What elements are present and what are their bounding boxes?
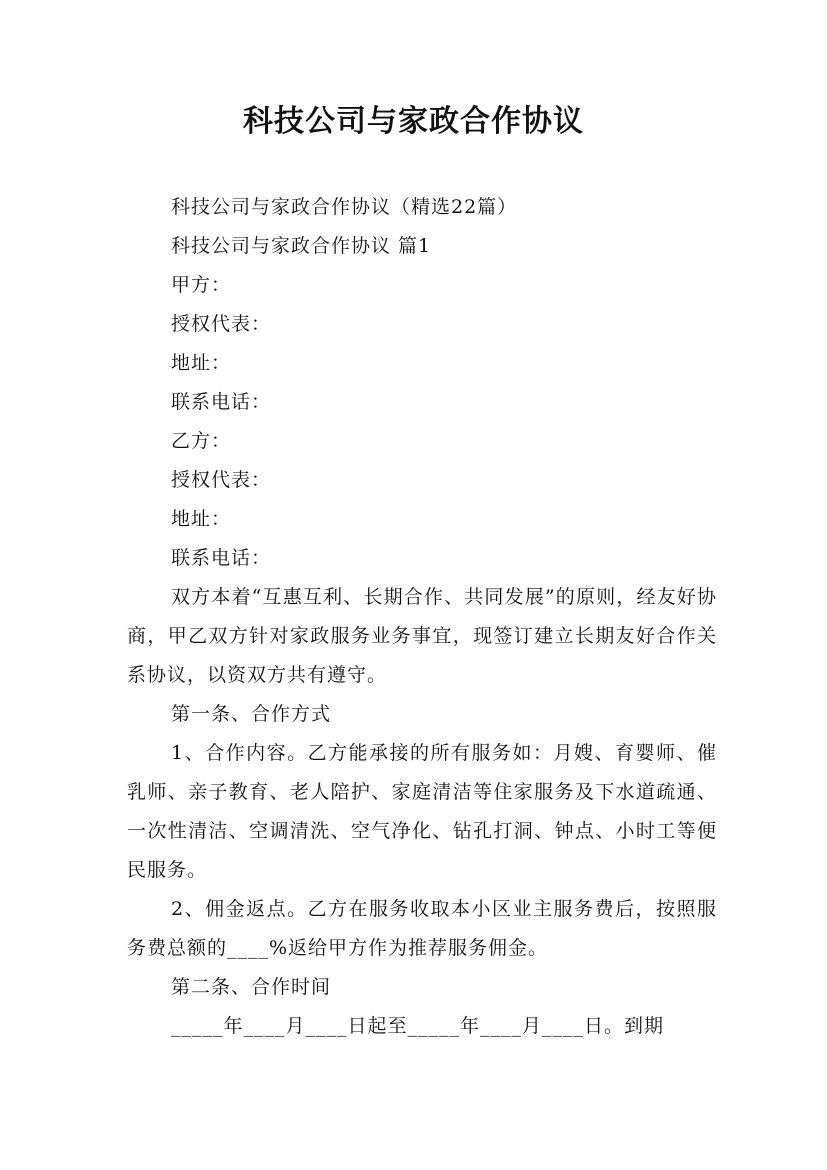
party-a-representative-label: 授权代表： <box>171 313 272 335</box>
party-b-label: 乙方： <box>171 430 232 452</box>
subtitle-line: 科技公司与家政合作协议（精选22篇） <box>171 196 518 218</box>
document-title: 科技公司与家政合作协议 <box>243 104 584 139</box>
document-body <box>127 188 717 1046</box>
party-a-phone-label: 联系电话： <box>171 391 272 413</box>
section-heading: 科技公司与家政合作协议 篇1 <box>171 235 432 257</box>
article-one-clause-2: 2、佣金返点。乙方在服务收取本小区业主服务费后，按照服务费总额的____%返给甲方作为推荐服务佣金。 <box>127 898 717 959</box>
article-one-clause-1: 1、合作内容。乙方能承接的所有服务如：月嫂、育婴师、催乳师、亲子教育、老人陪护、家庭清洁等住家服务及下水道疏通、一次性清洁、空调清洗、空气净化、钻孔打洞、钟点、小时工等便民服务。 <box>127 742 717 881</box>
party-a-label: 甲方： <box>171 274 232 296</box>
party-b-representative-label: 授权代表： <box>171 469 272 491</box>
preamble-paragraph: 双方本着“互惠互利、长期合作、共同发展”的原则，经友好协商，甲乙双方针对家政服务业务事宜，现签订建立长期友好合作关系协议，以资双方共有遵守。 <box>127 586 717 686</box>
article-two-term: _____年____月____日起至_____年____月____日。到期 <box>171 1015 665 1037</box>
party-b-address-label: 地址： <box>171 508 232 530</box>
party-b-phone-label: 联系电话： <box>171 547 272 569</box>
article-one-heading: 第一条、合作方式 <box>171 703 332 725</box>
party-a-address-label: 地址： <box>171 352 232 374</box>
article-two-heading: 第二条、合作时间 <box>171 976 332 998</box>
